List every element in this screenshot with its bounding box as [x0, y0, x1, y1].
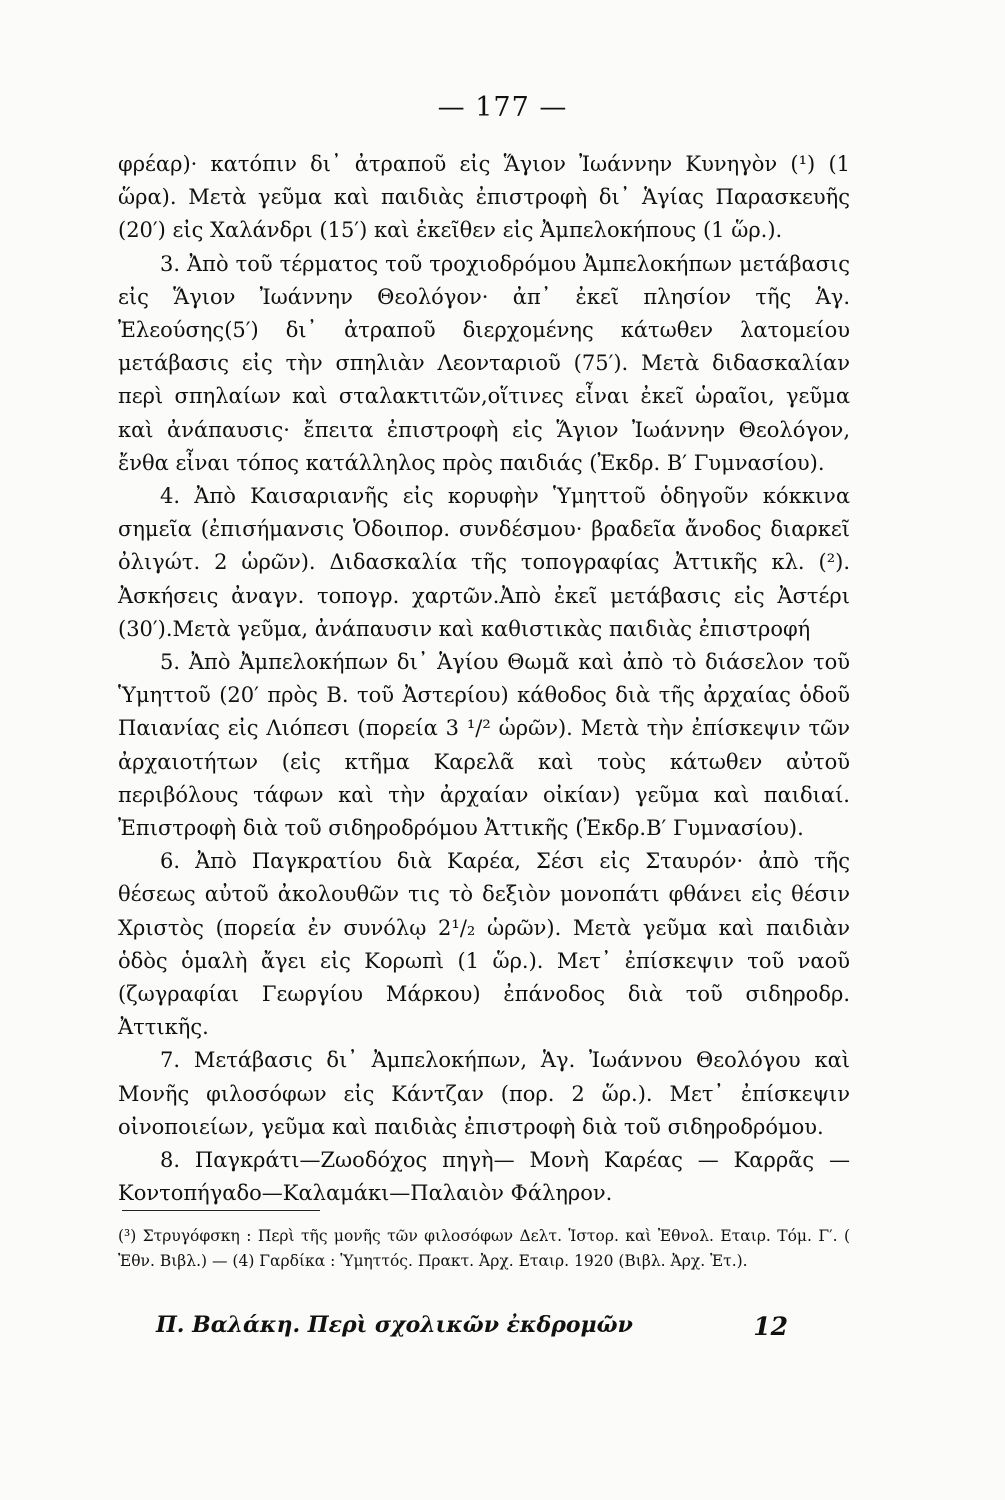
- paragraph-item-7: 7. Μετάβασις δι᾽ Ἀμπελοκήπων, Ἁγ. Ἰωάννου Θεολόγου καὶ Μονῆς φιλοσόφων εἰς Κάντζαν (πορ. 2 ὥρ.). Μετ᾽ ἐπίσκεψιν οἰνοποιείων, γεῦμα καὶ παιδιὰς ἐπιστροφὴ διὰ τοῦ σιδηροδρόμου.: [118, 1048, 850, 1139]
- page-number: — 177 —: [437, 92, 568, 123]
- paragraph-continuation: φρέαρ)· κατόπιν δι᾽ ἀτραποῦ εἰς Ἅγιον Ἰωάννην Κυνηγὸν (¹) (1 ὥρα). Μετὰ γεῦμα καὶ παιδιὰς ἐπιστροφὴ δι᾽ Ἁγίας Παρασκευῆς (20′) εἰς Χαλάνδρι (15′) καὶ ἐκεῖθεν εἰς Ἀμπελοκήπους (1 ὥρ.).: [118, 152, 850, 243]
- footnote: (³) Στρυγόφσκη : Περὶ τῆς μονῆς τῶν φιλοσόφων Δελτ. Ἱστορ. καὶ Ἐθνολ. Εταιρ. Τόμ. Γ′. ( Ἐθν. Βιβλ.) — (4) Γαρδίκα : Ὑμηττός. Πρακτ. Ἀρχ. Εταιρ. 1920 (Βιβλ. Ἀρχ. Ἑτ.).: [118, 1227, 850, 1270]
- footer-author-title: Π. Βαλάκη. Περὶ σχολικῶν ἐκδρομῶν: [156, 1312, 633, 1338]
- body-text: [118, 148, 850, 1211]
- paragraph-item-3: 3. Ἀπὸ τοῦ τέρματος τοῦ τροχιοδρόμου Ἀμπελοκήπων μετάβασις εἰς Ἅγιον Ἰωάννην Θεολόγον· ἀπ᾽ ἐκεῖ πλησίον τῆς Ἁγ. Ἐλεούσης(5′) δι᾽ ἀτραποῦ διερχομένης κάτωθεν λατομείου μετάβασις εἰς τὴν σπηλιὰν Λεονταριοῦ (75′). Μετὰ διδασκαλίαν περὶ σπηλαίων καὶ σταλακτιτῶν,οἵτινες εἶναι ἐκεῖ ὡραῖοι, γεῦμα καὶ ἀνάπαυσις· ἔπειτα ἐπιστροφὴ εἰς Ἅγιον Ἰωάννην Θεολόγον, ἔνθα εἶναι τόπος κατάλληλος πρὸς παιδιάς (Ἐκδρ. Β′ Γυμνασίου).: [118, 251, 850, 475]
- paragraph-item-8: 8. Παγκράτι—Ζωοδόχος πηγὴ— Μονὴ Καρέας — Καρρᾶς — Κοντοπήγαδο—Καλαμάκι—Παλαιὸν Φάληρον.: [118, 1148, 850, 1206]
- page-footer: [118, 1312, 788, 1341]
- paragraph-item-5: 5. Ἀπὸ Ἀμπελοκήπων δι᾽ Ἁγίου Θωμᾶ καὶ ἀπὸ τὸ διάσελον τοῦ Ὑμηττοῦ (20′ πρὸς Β. τοῦ Ἀστερίου) κάθοδος διὰ τῆς ἀρχαίας ὁδοῦ Παιανίας εἰς Λιόπεσι (πορεία 3 ¹/² ὡρῶν). Μετὰ τὴν ἐπίσκεψιν τῶν ἀρχαιοτήτων (εἰς κτῆμα Καρελᾶ καὶ τοὺς κάτωθεν αὐτοῦ περιβόλους τάφων καὶ τὴν ἀρχαίαν οἰκίαν) γεῦμα καὶ παιδιαί. Ἐπιστροφὴ διὰ τοῦ σιδηροδρόμου Ἀττικῆς (Ἐκδρ.Β′ Γυμνασίου).: [118, 650, 850, 841]
- sheet-number: 12: [753, 1312, 788, 1341]
- footnote-divider: [122, 1210, 320, 1211]
- paragraph-item-4: 4. Ἀπὸ Καισαριανῆς εἰς κορυφὴν Ὑμηττοῦ ὁδηγοῦν κόκκινα σημεῖα (ἐπισήμανσις Ὁδοιπορ. συνδέσμου· βραδεῖα ἄνοδος διαρκεῖ ὀλιγώτ. 2 ὡρῶν). Διδασκαλία τῆς τοπογραφίας Ἀττικῆς κλ. (²). Ἀσκήσεις ἀναγν. τοπογρ. χαρτῶν.Ἀπὸ ἐκεῖ μετάβασις εἰς Ἀστέρι (30′).Μετὰ γεῦμα, ἀνάπαυσιν καὶ καθιστικὰς παιδιὰς ἐπιστροφή: [118, 484, 850, 641]
- paragraph-item-6: 6. Ἀπὸ Παγκρατίου διὰ Καρέα, Σέσι εἰς Σταυρόν· ἀπὸ τῆς θέσεως αὐτοῦ ἀκολουθῶν τις τὸ δεξιὸν μονοπάτι φθάνει εἰς θέσιν Χριστὸς (πορεία ἐν συνόλῳ 2¹/₂ ὡρῶν). Μετὰ γεῦμα καὶ παιδιὰν ὁδὸς ὁμαλὴ ἄγει εἰς Κορωπὶ (1 ὥρ.). Μετ᾽ ἐπίσκεψιν τοῦ ναοῦ (ζωγραφίαι Γεωργίου Μάρκου) ἐπάνοδος διὰ τοῦ σιδηροδρ. Ἀττικῆς.: [118, 849, 850, 1040]
